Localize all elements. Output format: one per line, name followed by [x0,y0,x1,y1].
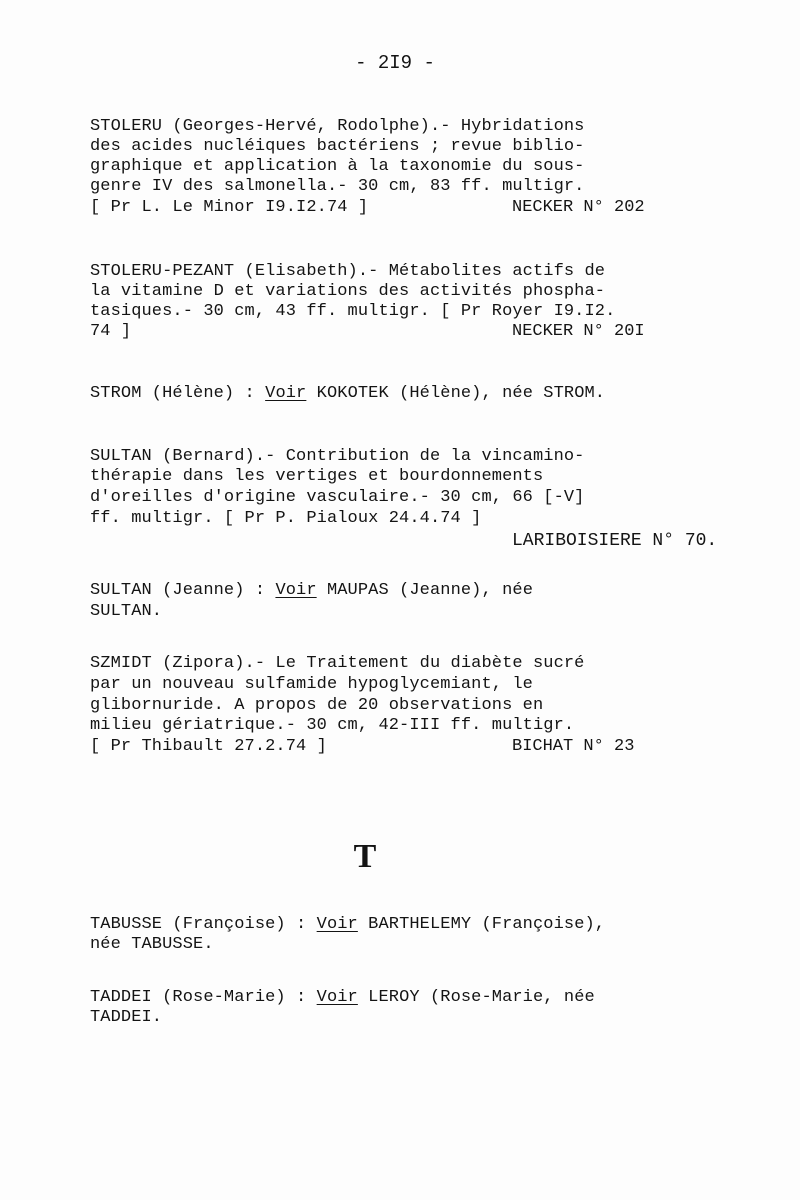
voir-reference: Voir [316,988,358,1007]
entry-line: glibornuride. A propos de 20 observations en [90,696,544,715]
entry-line: milieu gériatrique.- 30 cm, 42-III ff. multigr. [90,716,575,735]
voir-reference: Voir [316,915,358,934]
entry-line: STOLERU (Georges-Hervé, Rodolphe).- Hybridations [90,117,585,136]
entry-suffix: LEROY (Rose-Marie, née [357,988,595,1007]
entry-prefix: TABUSSE (Françoise) : [90,915,317,934]
entry-line: par un nouveau sulfamide hypoglycemiant, le [90,675,533,694]
entry-line: genre IV des salmonella.- 30 cm, 83 ff. multigr. [90,177,585,196]
entry-line: la vitamine D et variations des activités phospha- [90,282,606,301]
entry-line: tasiques.- 30 cm, 43 ff. multigr. [ Pr Royer I9.I2. [90,302,616,321]
entry-line: SULTAN (Bernard).- Contribution de la vincamino- [90,447,585,466]
entry-line: thérapie dans les vertiges et bourdonnements [90,467,544,486]
entry-suffix: KOKOTEK (Hélène), née STROM. [306,384,606,403]
entry-location: NECKER N° 202 [512,198,645,217]
entry-line: graphique et application à la taxonomie du sous- [90,157,585,176]
entry-location: BICHAT N° 23 [512,737,635,756]
entry-location: NECKER N° 20I [512,322,645,341]
entry-line: des acides nucléiques bactériens ; revue biblio- [90,137,585,156]
page-number: - 2I9 - [355,52,435,74]
entry-strom [90,384,605,404]
entry-line [90,988,595,1008]
entry-line: TADDEI. [90,1008,163,1027]
entry-prefix: SULTAN (Jeanne) : [90,581,276,600]
entry-prefix: STROM (Hélène) : [90,384,266,403]
entry-line: SZMIDT (Zipora).- Le Traitement du diabète sucré [90,654,585,673]
entry-line: STOLERU-PEZANT (Elisabeth).- Métabolites actifs de [90,262,606,281]
entry-line: d'oreilles d'origine vasculaire.- 30 cm, 66 [-V] [90,488,585,507]
entry-location: LARIBOISIERE N° 70. [512,531,718,551]
entry-suffix: MAUPAS (Jeanne), née [316,581,533,600]
voir-reference: Voir [275,581,317,600]
section-letter-heading: T [353,838,377,875]
entry-line: [ Pr Thibault 27.2.74 ] [90,737,327,756]
entry-line [90,581,533,601]
entry-line: ff. multigr. [ Pr P. Pialoux 24.4.74 ] [90,509,482,528]
entry-line: [ Pr L. Le Minor I9.I2.74 ] [90,198,369,217]
entry-suffix: BARTHELEMY (Françoise), [357,915,606,934]
entry-line: SULTAN. [90,602,163,621]
entry-prefix: TADDEI (Rose-Marie) : [90,988,317,1007]
entry-line: 74 ] [90,322,132,341]
voir-reference: Voir [265,384,307,403]
entry-line [90,915,605,935]
entry-line: née TABUSSE. [90,935,214,954]
